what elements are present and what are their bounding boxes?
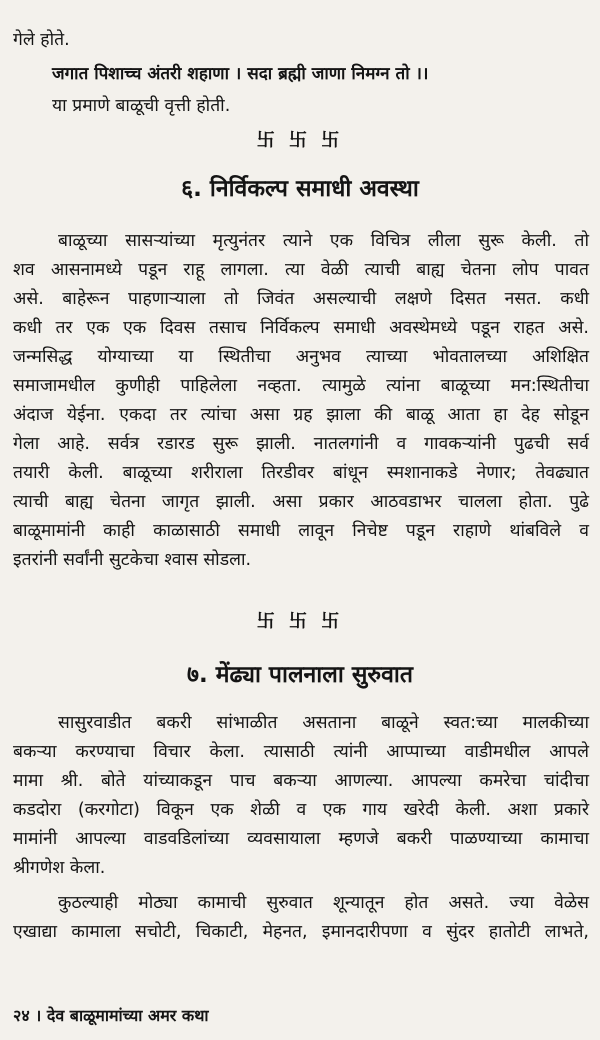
paragraph-line: बाळूच्या सासऱ्यांच्या मृत्युनंतर त्याने एक विचित्र लीला सुरू केली. तो [58, 231, 589, 251]
text-line: या प्रमाणे बाळूची वृत्ती होती. [52, 96, 231, 116]
paragraph-line: गेला आहे. सर्वत्र रडारड सुरू झाली. नातलगांनी व गावकऱ्यांनी पुढची सर्व [13, 434, 589, 454]
paragraph-line: सासुरवाडीत बकरी सांभाळीत असताना बाळूने स्वत:च्या मालकीच्या [58, 713, 589, 733]
page-footer: २४ । देव बाळूमामांच्या अमर कथा [13, 1006, 209, 1025]
paragraph-line: तयारी केली. बाळूच्या शरीराला तिरडीवर बांधून स्मशानाकडे नेणार; तेवढ्यात [13, 463, 589, 483]
paragraph-line: एखाद्या कामाला सचोटी, चिकाटी, मेहनत, इमानदारीपणा व सुंदर हातोटी लाभते, [13, 922, 589, 942]
section-heading-7: ७. मेंढ्या पालनाला सुरुवात [187, 662, 413, 688]
swastika-ornament-icon: 卐 卐 卐 [256, 130, 344, 151]
paragraph-line: बकऱ्या करण्याचा विचार केला. त्यासाठी त्यांनी आप्पाच्या वाडीमधील आपले [13, 742, 589, 762]
text-line: गेले होते. [13, 30, 70, 50]
paragraph-line: बाळूमामांनी काही काळासाठी समाधी लावून निचेष्ट पडून राहाणे थांबविले व [13, 521, 589, 541]
paragraph-line: कुठल्याही मोठ्या कामाची सुरुवात शून्यातून होत असते. ज्या वेळेस [58, 893, 589, 913]
swastika-ornament-icon: 卐 卐 卐 [256, 611, 344, 632]
paragraph-line: त्याची बाह्य चेतना जागृत झाली. असा प्रकार आठवडाभर चालला होता. पुढे [13, 492, 589, 512]
verse-line: जगात पिशाच्च अंतरी शहाणा । सदा ब्रह्मी जाणा निमग्न तो ।। [52, 64, 429, 84]
paragraph-line: अंदाज येईना. एकदा तर त्यांचा असा ग्रह झाला की बाळू आता हा देह सोडून [13, 405, 589, 425]
paragraph-line: मामांनी आपल्या वाडवडिलांच्या व्यवसायाला म्हणजे बकरी पाळण्याच्या कामाचा [13, 829, 589, 849]
section-heading-6: ६. निर्विकल्प समाधी अवस्था [181, 176, 419, 202]
paragraph-line: कधी तर एक एक दिवस तसाच निर्विकल्प समाधी अवस्थेमध्ये पडून राहत असे. [13, 318, 589, 338]
paragraph-line: मामा श्री. बोते यांच्याकडून पाच बकऱ्या आणल्या. आपल्या कमरेचा चांदीचा [13, 771, 589, 791]
paragraph-line: इतरांनी सर्वांनी सुटकेचा श्वास सोडला. [13, 550, 252, 570]
paragraph-line: जन्मसिद्ध योग्याच्या या स्थितीचा अनुभव त्याच्या भोवतालच्या अशिक्षित [13, 347, 589, 367]
paragraph-line: असे. बाहेरून पाहणाऱ्याला तो जिवंत असल्याची लक्षणे दिसत नसत. कधी [13, 289, 589, 309]
paragraph-line: श्रीगणेश केला. [13, 858, 106, 878]
paragraph-line: शव आसनामध्ये पडून राहू लागला. त्या वेळी त्याची बाह्य चेतना लोप पावत [13, 260, 589, 280]
paragraph-line: कडदोरा (करगोटा) विकून एक शेळी व एक गाय खरेदी केली. अशा प्रकारे [13, 800, 589, 820]
paragraph-line: समाजामधील कुणीही पाहिलेला नव्हता. त्यामुळे त्यांना बाळूच्या मन:स्थितीचा [13, 376, 589, 396]
